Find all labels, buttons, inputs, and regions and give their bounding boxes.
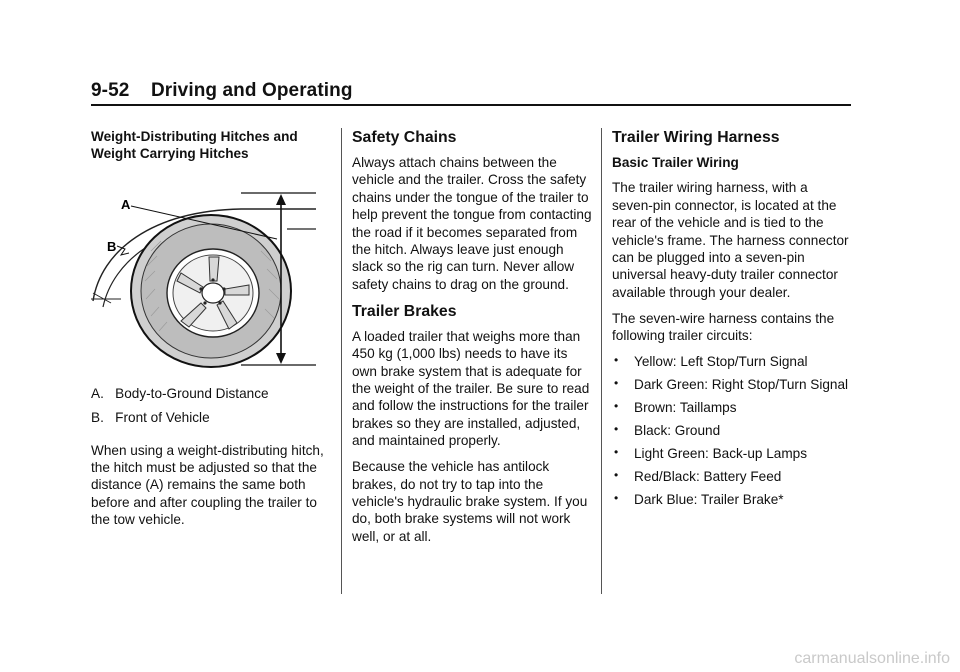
page-header bbox=[91, 80, 851, 102]
tire-distance-figure bbox=[91, 181, 331, 371]
wiring-harness-heading: Trailer Wiring Harness bbox=[612, 129, 780, 146]
left-column bbox=[91, 128, 333, 537]
middle-column bbox=[352, 128, 592, 554]
bullet-icon: • bbox=[614, 398, 619, 413]
right-column bbox=[612, 128, 852, 513]
list-item: • Yellow: Left Stop/Turn Signal bbox=[614, 353, 808, 370]
column-divider-right bbox=[601, 128, 602, 594]
circuits-intro: The seven-wire harness contains the following trailer circuits: bbox=[612, 310, 835, 344]
bullet-icon: • bbox=[614, 421, 619, 436]
page-title bbox=[91, 80, 851, 102]
column-divider-left bbox=[341, 128, 342, 594]
circuit-list bbox=[612, 353, 852, 508]
list-item: • Red/Black: Battery Feed bbox=[614, 467, 782, 484]
page-number: 9-52 bbox=[91, 80, 130, 101]
figure-legend bbox=[91, 385, 333, 426]
trailer-brakes-heading: Trailer Brakes bbox=[352, 302, 457, 320]
bullet-icon: • bbox=[614, 444, 619, 459]
bullet-icon: • bbox=[614, 353, 619, 368]
figure-label-a: A bbox=[121, 196, 131, 212]
trailer-brakes-paragraph: A loaded trailer that weighs more than 450 kg (1,000 lbs) needs to have its own brake system that is adequate for the weight of the trailer. Be sure to read and follow the instructions for the trailer brakes so they are installed, adjusted, and maintained properly. bbox=[352, 328, 590, 449]
list-item: • Dark Blue: Trailer Brake* bbox=[614, 490, 784, 507]
chapter-title: Driving and Operating bbox=[150, 80, 353, 101]
basic-wiring-subheading: Basic Trailer Wiring bbox=[612, 155, 739, 170]
safety-chains-heading: Safety Chains bbox=[352, 129, 457, 146]
harness-paragraph: The trailer wiring harness, with a seven-pin connector, is located at the rear of the vehicle and is tied to the vehicle's frame. The harness connector can be plugged into a seven-pin universal heavy-duty trailer connector available through your dealer. bbox=[612, 180, 849, 300]
figure-label-b: B bbox=[107, 238, 117, 254]
hitches-subheading: Weight-Distributing Hitches and Weight Carrying Hitches bbox=[91, 129, 298, 162]
watermark: carmanualsonline.info bbox=[794, 650, 950, 667]
list-item: • Brown: Taillamps bbox=[614, 398, 737, 415]
list-item: • Black: Ground bbox=[614, 421, 721, 438]
bullet-icon: • bbox=[614, 467, 619, 482]
list-item: • Light Green: Back-up Lamps bbox=[614, 444, 808, 461]
legend-item: A. Body-to-Ground Distance bbox=[91, 386, 269, 402]
antilock-paragraph: Because the vehicle has antilock brakes, do not try to tap into the vehicle's hydraulic brake system. If you do, both brake systems will not work well, or at all. bbox=[352, 459, 588, 544]
bullet-icon: • bbox=[614, 490, 619, 505]
wheel-hub bbox=[202, 283, 224, 303]
bullet-icon: • bbox=[614, 375, 619, 390]
header-rule bbox=[91, 104, 851, 106]
safety-chains-paragraph: Always attach chains between the vehicle and the trailer. Cross the safety chains under the tongue of the trailer to help prevent the tongue from contacting the road if it becomes separated from the hitch. Always leave just enough slack so the rig can turn. Never allow safety chains to drag on the ground. bbox=[352, 155, 592, 292]
hitch-paragraph: When using a weight-distributing hitch, the hitch must be adjusted so that the distance (A) remains the same both before and after coupling the trailer to the tow vehicle. bbox=[91, 442, 324, 528]
legend-item: B. Front of Vehicle bbox=[91, 410, 210, 426]
list-item: • Dark Green: Right Stop/Turn Signal bbox=[614, 375, 849, 392]
